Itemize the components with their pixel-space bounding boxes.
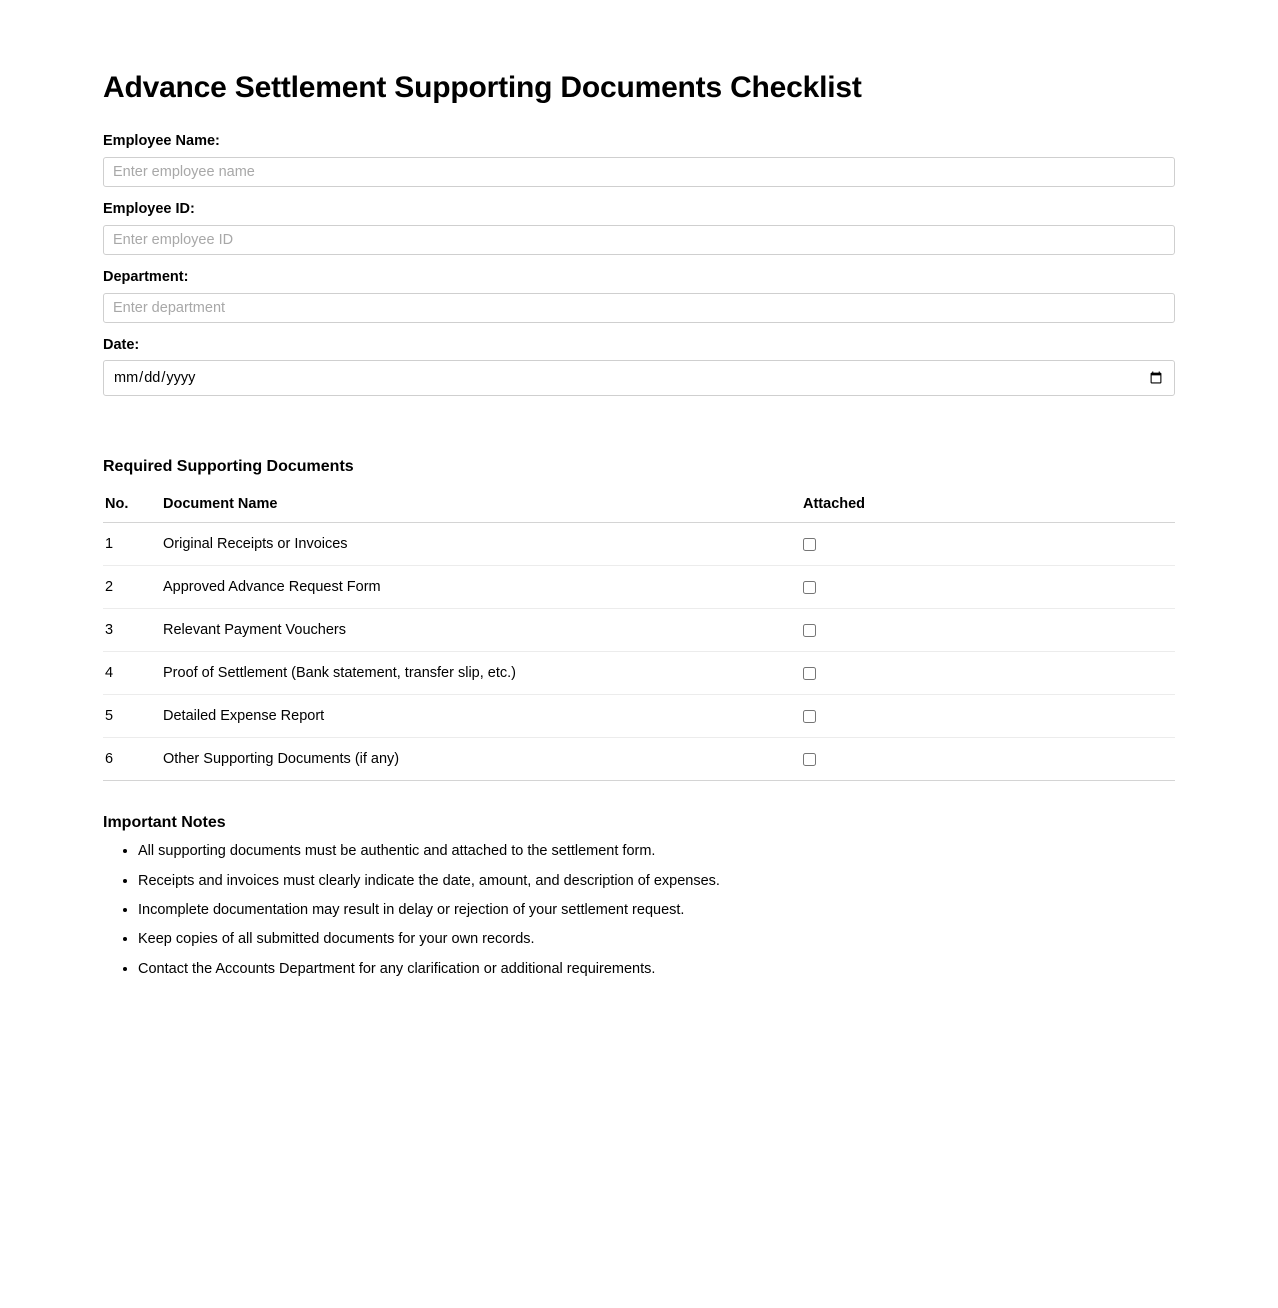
list-item: • Receipts and invoices must clearly indicate the date, amount, and description of expenses. [138,871,1178,891]
employee-name-label: Employee Name: [103,133,220,149]
required-documents-heading: Required Supporting Documents [103,458,354,476]
important-notes-heading: Important Notes [103,814,226,832]
table-row [103,695,1175,738]
attached-checkbox[interactable] [803,624,816,637]
row-document-name: Proof of Settlement (Bank statement, transfer slip, etc.) [163,652,803,695]
field-employee-name [103,132,1178,187]
date-label: Date: [103,336,140,353]
table-header-row [103,490,1175,523]
row-number: 6 [103,738,163,781]
attached-checkbox[interactable] [803,581,816,594]
department-label: Department: [103,268,189,285]
field-department [103,268,1178,323]
employee-id-label: Employee ID: [103,200,195,217]
row-attached-cell [803,695,1175,738]
table-row [103,566,1175,609]
bottom-spacer [103,988,1178,1308]
row-document-name: Other Supporting Documents (if any) [163,738,803,781]
row-attached-cell [803,566,1175,609]
row-document-name: Original Receipts or Invoices [163,523,803,566]
important-notes-list [103,841,1178,978]
table-row [103,609,1175,652]
column-header-no: No. [103,490,163,523]
attached-checkbox[interactable] [803,710,816,723]
row-number: 2 [103,566,163,609]
row-document-name: Approved Advance Request Form [163,566,803,609]
row-number: 5 [103,695,163,738]
page-title: Advance Settlement Supporting Documents Checklist [103,71,862,104]
attached-checkbox[interactable] [803,753,816,766]
column-header-attached: Attached [803,490,1175,523]
row-attached-cell [803,652,1175,695]
row-number: 4 [103,652,163,695]
table-row [103,523,1175,566]
row-number: 1 [103,523,163,566]
department-input[interactable] [103,293,1175,323]
employee-id-input[interactable] [103,225,1175,255]
column-header-document-name: Document Name [163,490,803,523]
attached-checkbox[interactable] [803,538,816,551]
list-item: • Contact the Accounts Department for any clarification or additional requirements. [138,959,1178,979]
row-attached-cell [803,609,1175,652]
row-document-name: Detailed Expense Report [163,695,803,738]
employee-name-input[interactable] [103,157,1175,187]
documents-table [103,490,1175,781]
row-attached-cell [803,523,1175,566]
row-number: 3 [103,609,163,652]
date-input[interactable] [103,360,1175,396]
list-item: • Keep copies of all submitted documents for your own records. [138,929,1178,949]
table-row [103,652,1175,695]
list-item: • Incomplete documentation may result in delay or rejection of your settlement request. [138,900,1178,920]
row-attached-cell [803,738,1175,781]
field-employee-id [103,200,1178,255]
row-document-name: Relevant Payment Vouchers [163,609,803,652]
attached-checkbox[interactable] [803,667,816,680]
field-date [103,336,1178,397]
list-item: • All supporting documents must be authentic and attached to the settlement form. [138,841,1178,861]
table-row [103,738,1175,781]
